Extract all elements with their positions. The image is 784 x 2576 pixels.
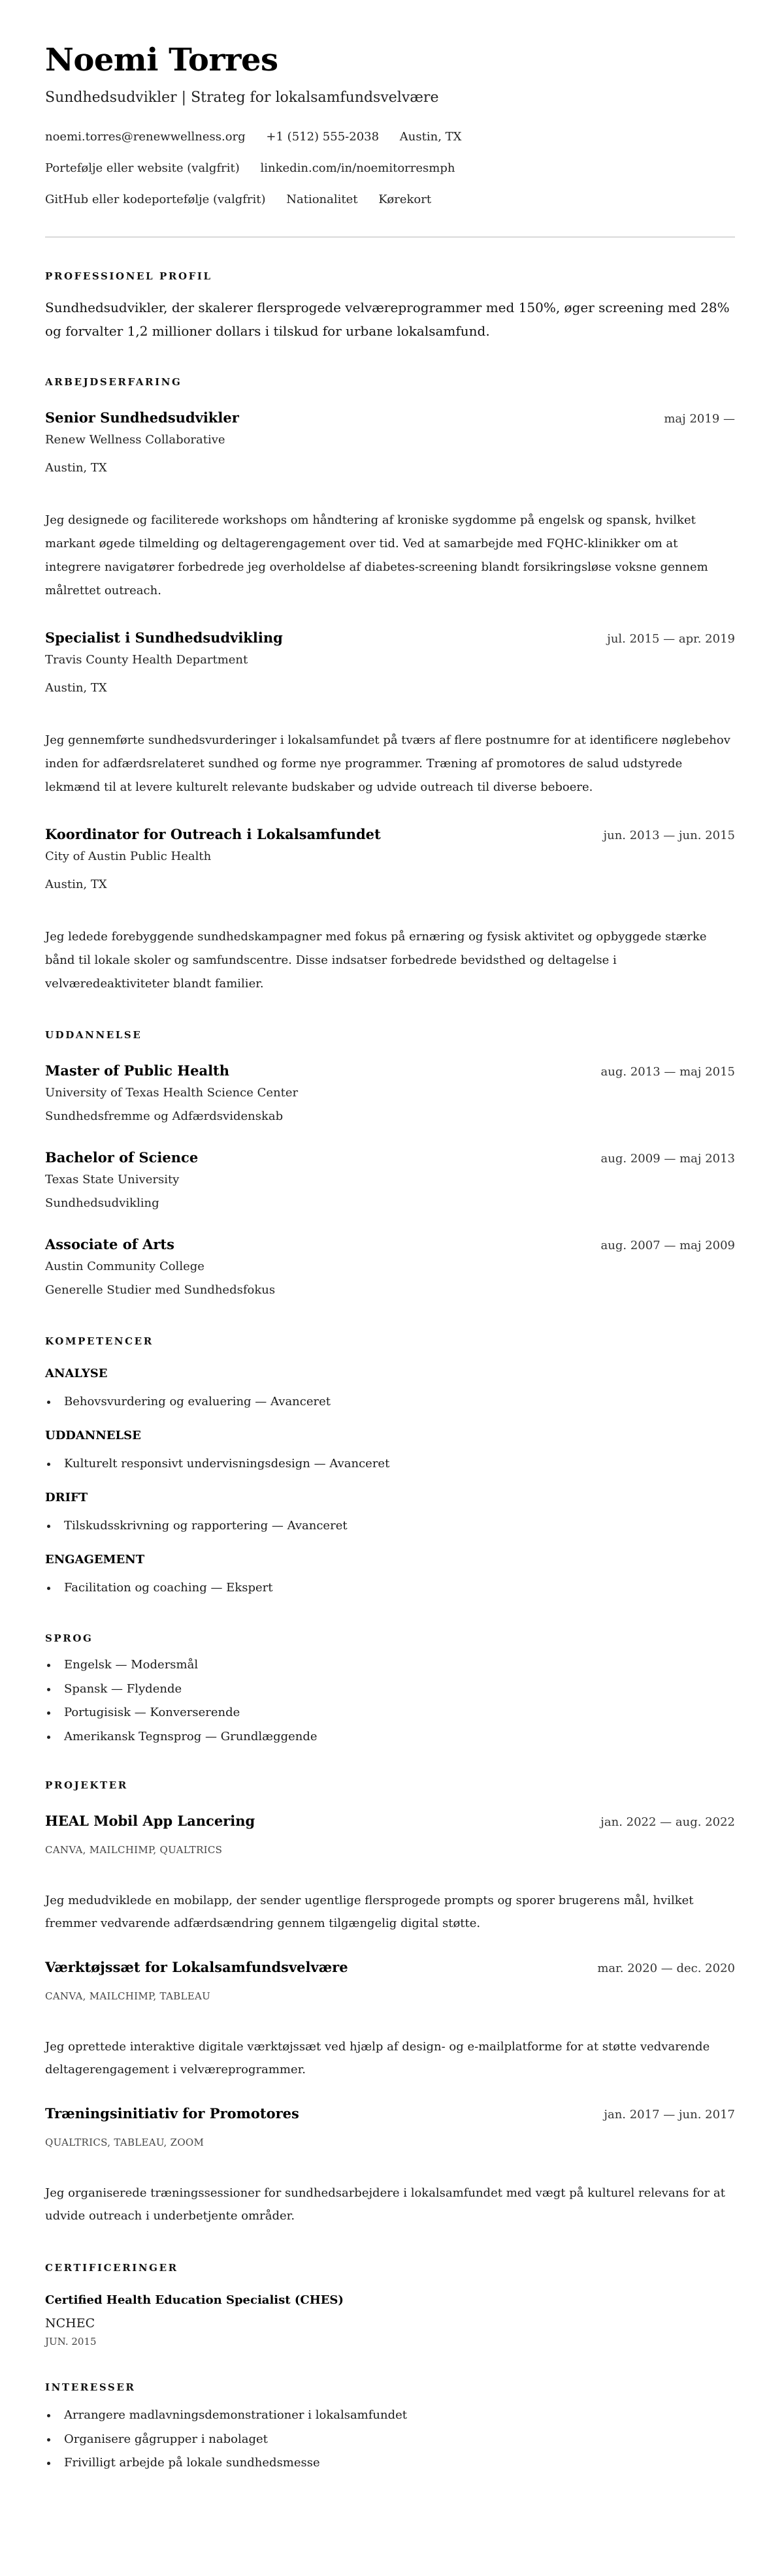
nationality-text: Nationalitet	[286, 193, 358, 206]
language-item: Amerikansk Tegnsprog — Grundlæggende	[45, 1725, 735, 1749]
project-dates: jan. 2022 — aug. 2022	[600, 1815, 735, 1829]
certifications-section	[45, 2261, 735, 2349]
section-heading: PROFESSIONEL PROFIL	[45, 270, 212, 282]
language-list	[45, 1653, 735, 1749]
project-tools: CANVA, MAILCHIMP, QUALTRICS	[45, 1844, 223, 1856]
job-dates: jun. 2013 — jun. 2015	[603, 829, 735, 842]
project-entry	[45, 2105, 735, 2227]
location-text: Austin, TX	[399, 130, 462, 144]
skill-group	[45, 1490, 735, 1535]
job-description: Jeg gennemførte sundhedsvurderinger i lokalsamfundet på tværs af flere postnumre for at identificere nøglebehov inden for adfærdsrelateret sundhed og forme nye programmer. Træning af promotores de salud udstyrede lekmænd til at levere kulturelt relevante budskaber og udvide outreach til diverse beboere.	[45, 733, 730, 794]
education-entry	[45, 1062, 735, 1126]
degree-title: Master of Public Health	[45, 1062, 230, 1079]
degree-title: Associate of Arts	[45, 1236, 174, 1252]
profile-section	[45, 270, 735, 343]
job-title: Koordinator for Outreach i Lokalsamfundet	[45, 826, 381, 842]
drivers-license-text: Kørekort	[378, 193, 432, 206]
section-heading: UDDANNELSE	[45, 1029, 142, 1041]
job-title: Specialist i Sundhedsudvikling	[45, 629, 283, 646]
contact-row	[45, 190, 735, 210]
skills-section	[45, 1335, 735, 1597]
project-tools: CANVA, MAILCHIMP, TABLEAU	[45, 1990, 211, 2002]
section-heading: PROJEKTER	[45, 1779, 128, 1791]
languages-section	[45, 1632, 735, 1749]
job-title: Senior Sundhedsudvikler	[45, 409, 239, 426]
job-company: Travis County Health Department	[45, 653, 248, 667]
section-heading: CERTIFICERINGER	[45, 2262, 178, 2274]
interest-item: Organisere gågrupper i nabolaget	[45, 2428, 735, 2452]
education-section	[45, 1028, 735, 1299]
portfolio-link[interactable]: Portefølje eller website (valgfrit)	[45, 161, 240, 175]
field-of-study: Sundhedsfremme og Adfærdsvidenskab	[45, 1109, 284, 1123]
education-dates: aug. 2013 — maj 2015	[600, 1065, 735, 1079]
phone-text: +1 (512) 555-2038	[266, 130, 380, 144]
skill-group-name: DRIFT	[45, 1491, 88, 1504]
skill-item: Tilskudsskrivning og rapportering — Avanceret	[45, 1517, 735, 1535]
section-heading: ARBEJDSERFARING	[45, 376, 182, 388]
job-entry	[45, 825, 735, 996]
certification-title: Certified Health Education Specialist (CHES)	[45, 2293, 344, 2307]
project-description: Jeg oprettede interaktive digitale værktøjssæt ved hjælp af design- og e-mailplatforme for at støtte vedvarende deltagerengagement i velværeprogrammer.	[45, 2040, 710, 2076]
header-divider	[45, 236, 735, 238]
skill-item: Facilitation og coaching — Ekspert	[45, 1579, 735, 1597]
job-location: Austin, TX	[45, 878, 107, 891]
skill-group	[45, 1552, 735, 1597]
interests-section	[45, 2381, 735, 2475]
education-entry	[45, 1235, 735, 1299]
institution: University of Texas Health Science Center	[45, 1086, 299, 1100]
project-title: Værktøjssæt for Lokalsamfundsvelvære	[45, 1959, 348, 1975]
certification-issuer: NCHEC	[45, 2316, 95, 2330]
language-item: Engelsk — Modersmål	[45, 1653, 735, 1678]
candidate-subtitle: Sundhedsudvikler | Strateg for lokalsamfundsvelvære	[45, 89, 439, 106]
job-description: Jeg designede og faciliterede workshops om håndtering af kroniske sygdomme på engelsk og spansk, hvilket markant øgede tilmelding og deltagerengagement over tid. Ved at samarbejde med FQHC-klinikker om at integrere navigatører forbedrede jeg overholdelse af diabetes-screening blandt forsikringsløse voksne gennem målrettet outreach.	[45, 513, 708, 597]
skill-group	[45, 1428, 735, 1473]
experience-section	[45, 375, 735, 996]
degree-title: Bachelor of Science	[45, 1149, 199, 1166]
skill-item: Kulturelt responsivt undervisningsdesign — Avanceret	[45, 1455, 735, 1473]
interest-list	[45, 2404, 735, 2475]
project-tools: QUALTRICS, TABLEAU, ZOOM	[45, 2137, 204, 2148]
project-dates: jan. 2017 — jun. 2017	[604, 2108, 735, 2122]
project-description: Jeg organiserede træningssessioner for sundhedsarbejdere i lokalsamfundet med vægt på kulturel relevans for at udvide outreach i underbetjente områder.	[45, 2186, 725, 2223]
job-description: Jeg ledede forebyggende sundhedskampagner med fokus på ernæring og fysisk aktivitet og opbyggede stærke bånd til lokale skoler og samfundscentre. Disse indsatser forbedrede bevidsthed og deltagelse i velværedeaktiviteter blandt familier.	[45, 930, 707, 991]
institution: Austin Community College	[45, 1260, 204, 1273]
job-entry	[45, 629, 735, 799]
skill-item: Behovsvurdering og evaluering — Avanceret	[45, 1393, 735, 1411]
education-dates: aug. 2007 — maj 2009	[600, 1239, 735, 1252]
language-item: Spansk — Flydende	[45, 1678, 735, 1702]
project-title: HEAL Mobil App Lancering	[45, 1813, 255, 1829]
project-description: Jeg medudviklede en mobilapp, der sender ugentlige flersprogede prompts og sporer brugerens mål, hvilket fremmer vedvarende adfærdsændring gennem tilgængelig digital støtte.	[45, 1894, 694, 1930]
candidate-name: Noemi Torres	[45, 42, 278, 78]
skill-group-name: UDDANNELSE	[45, 1429, 141, 1442]
profile-summary: Sundhedsudvikler, der skalerer flersprogede velværeprogrammer med 150%, øger screening med 28% og forvalter 1,2 millioner dollars i tilskud for urbane lokalsamfund.	[45, 300, 730, 339]
section-heading: INTERESSER	[45, 2381, 136, 2393]
education-dates: aug. 2009 — maj 2013	[600, 1152, 735, 1166]
skill-group-name: ENGAGEMENT	[45, 1553, 145, 1566]
language-item: Portugisisk — Konverserende	[45, 1701, 735, 1725]
institution: Texas State University	[45, 1173, 180, 1186]
field-of-study: Generelle Studier med Sundhedsfokus	[45, 1283, 276, 1297]
job-location: Austin, TX	[45, 681, 107, 695]
skill-group	[45, 1366, 735, 1411]
project-title: Træningsinitiativ for Promotores	[45, 2105, 299, 2122]
section-heading: KOMPETENCER	[45, 1335, 154, 1347]
field-of-study: Sundhedsudvikling	[45, 1196, 159, 1210]
education-entry	[45, 1149, 735, 1213]
interest-item: Arrangere madlavningsdemonstrationer i lokalsamfundet	[45, 2404, 735, 2428]
github-link[interactable]: GitHub eller kodeportefølje (valgfrit)	[45, 193, 266, 206]
project-entry	[45, 1958, 735, 2081]
job-company: Renew Wellness Collaborative	[45, 433, 225, 447]
job-dates: maj 2019 —	[664, 412, 735, 426]
contact-row	[45, 159, 735, 178]
project-dates: mar. 2020 — dec. 2020	[597, 1962, 735, 1975]
job-dates: jul. 2015 — apr. 2019	[607, 632, 735, 646]
contact-row	[45, 127, 735, 147]
projects-section	[45, 1779, 735, 2227]
job-company: City of Austin Public Health	[45, 850, 212, 863]
certification-date: JUN. 2015	[45, 2336, 97, 2347]
job-entry	[45, 409, 735, 603]
linkedin-link[interactable]: linkedin.com/in/noemitorresmph	[260, 161, 455, 175]
skill-group-name: ANALYSE	[45, 1367, 108, 1380]
interest-item: Frivilligt arbejde på lokale sundhedsmesse	[45, 2451, 735, 2475]
project-entry	[45, 1812, 735, 1935]
email-link[interactable]: noemi.torres@renewwellness.org	[45, 130, 246, 144]
section-heading: SPROG	[45, 1632, 93, 1644]
job-location: Austin, TX	[45, 461, 107, 475]
